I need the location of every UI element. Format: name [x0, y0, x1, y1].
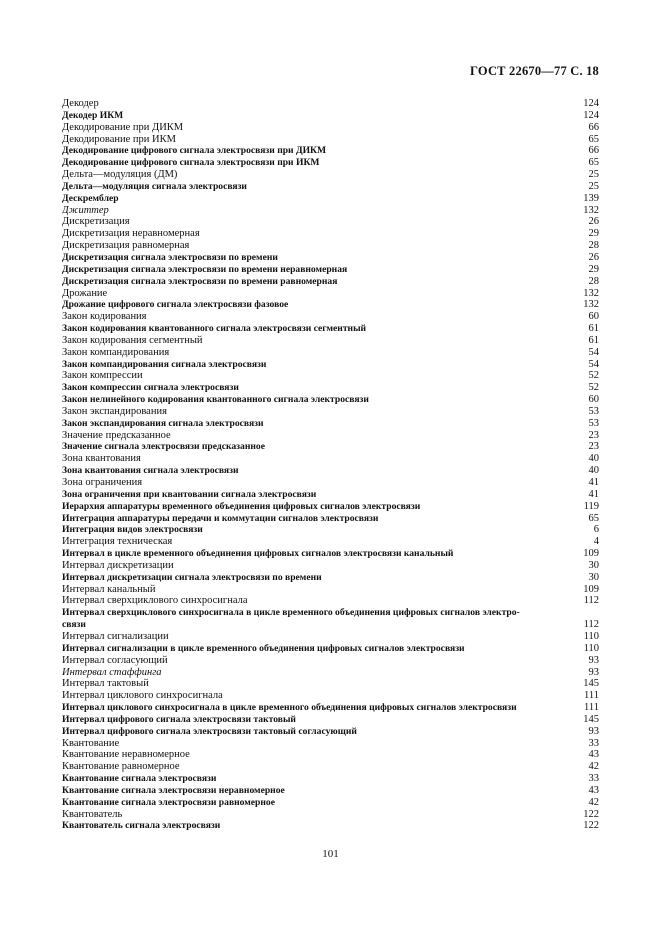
- index-entry: [62, 773, 599, 785]
- index-page-ref: 26: [588, 251, 599, 263]
- index-entry: [62, 359, 599, 371]
- index-term: Интервал дискретизации: [62, 559, 174, 571]
- index-term: Закон компрессии: [62, 370, 143, 382]
- index-term: Закон компрессии сигнала электросвязи: [62, 382, 239, 394]
- index-term: Закон кодирования сегментный: [62, 334, 203, 346]
- index-entry: [62, 216, 599, 228]
- index-term: Дискретизация сигнала электросвязи по времени: [62, 251, 278, 263]
- index-page-ref: 41: [588, 488, 599, 500]
- index-page-ref: 65: [588, 512, 599, 524]
- index-page-ref: 42: [588, 796, 599, 808]
- index-entry: [62, 667, 599, 679]
- index-term: Значение предсказанное: [62, 429, 171, 441]
- index-term: Дельта—модуляция (ДМ): [62, 169, 178, 181]
- index-page-ref: 23: [588, 441, 599, 453]
- index-page-ref: 139: [583, 192, 599, 204]
- index-entry: [62, 489, 599, 501]
- index-page-ref: 53: [588, 405, 599, 417]
- index-page-ref: 66: [588, 145, 599, 157]
- index-entry: [62, 145, 599, 157]
- index-entry: [62, 465, 599, 477]
- index-term: Иерархия аппаратуры временного объединения цифровых сигналов электросвязи: [62, 500, 421, 512]
- page-header: ГОСТ 22670—77 С. 18: [470, 64, 599, 78]
- index-page-ref: 41: [588, 477, 599, 488]
- index-page-ref: 52: [588, 370, 599, 382]
- index-page-ref: 93: [588, 654, 599, 666]
- index-term: Интервал сверхциклового синхросигнала: [62, 595, 248, 607]
- index-entry: [62, 560, 599, 572]
- index-page-ref: 60: [588, 394, 599, 406]
- index-entry: [62, 181, 599, 193]
- index-page-ref: 93: [588, 666, 599, 678]
- index-entry: [62, 477, 599, 489]
- index-page-ref: 145: [583, 713, 599, 725]
- index-entry: [62, 749, 599, 761]
- index-entry: [62, 524, 599, 536]
- index-term: Квантователь сигнала электросвязи: [62, 820, 221, 832]
- index-entry: [62, 299, 599, 311]
- index-term: Интеграция аппаратуры передачи и коммутации сигналов электросвязи: [62, 512, 379, 524]
- index-term: Декодирование цифрового сигнала электросвязи при ДИКМ: [62, 145, 327, 157]
- index-entry: [62, 311, 599, 323]
- index-page-ref: 53: [588, 417, 599, 429]
- index-term: Интервал сигнализации: [62, 630, 169, 642]
- index-page-ref: 60: [588, 311, 599, 323]
- index-page-ref: 65: [588, 133, 599, 145]
- index-page-ref: 40: [588, 465, 599, 477]
- index-page-ref: 65: [588, 157, 599, 169]
- index-entry: [62, 584, 599, 596]
- index-term: Дескремблер: [62, 192, 119, 204]
- index-term: Дрожание: [62, 287, 108, 299]
- index-term: Дискретизация равномерная: [62, 240, 190, 252]
- index-entry: [62, 441, 599, 453]
- index-term: Интервал в цикле временного объединения цифровых сигналов электросвязи канальный: [62, 548, 454, 560]
- index-entry: [62, 820, 599, 832]
- index-page-ref: 122: [583, 820, 599, 832]
- index-entry: [62, 797, 599, 809]
- index-entry: [62, 714, 599, 726]
- index-term: Интервал сверхциклового синхросигнала в цикле временного объединения цифровых сигналов электро- связи: [62, 607, 520, 631]
- index-term: Зона ограничения при квантовании сигнала электросвязи: [62, 488, 317, 500]
- index-term: Интервал сигнализации в цикле временного объединения цифровых сигналов электросвязи: [62, 642, 465, 654]
- index-entry: [62, 264, 599, 276]
- index-page-ref: 23: [588, 429, 599, 441]
- index-term: Дискретизация сигнала электросвязи по времени равномерная: [62, 275, 338, 287]
- index-entry: [62, 157, 599, 169]
- index-term: Квантование равномерное: [62, 761, 180, 773]
- index-term: Дельта—модуляция сигнала электросвязи: [62, 180, 247, 192]
- index-entry: [62, 228, 599, 240]
- index-entry: [62, 809, 599, 821]
- index-term: Значение сигнала электросвязи предсказанное: [62, 441, 265, 453]
- index-term: Интеграция видов электросвязи: [62, 524, 203, 536]
- index-page-ref: 109: [583, 583, 599, 595]
- index-page-ref: 110: [583, 630, 599, 642]
- index-term: Закон нелинейного кодирования квантованного сигнала электросвязи: [62, 394, 369, 406]
- index-entry: [62, 595, 599, 607]
- index-term: Зона квантования сигнала электросвязи: [62, 465, 239, 477]
- index-entry: [62, 382, 599, 394]
- index-page-ref: 66: [588, 121, 599, 133]
- index-term: Декодирование цифрового сигнала электросвязи при ИКМ: [62, 157, 320, 169]
- index-entry: [62, 193, 599, 205]
- index-page-ref: 61: [588, 334, 599, 346]
- index-entry: [62, 738, 599, 750]
- index-page-ref: 111: [584, 690, 599, 702]
- index-entry: [62, 418, 599, 430]
- index-term: Дискретизация сигнала электросвязи по времени неравномерная: [62, 263, 348, 275]
- index-page-ref: 43: [588, 784, 599, 796]
- index-entry: [62, 252, 599, 264]
- index-term: Декодирование при ИКМ: [62, 133, 176, 145]
- index-term: Дискретизация неравномерная: [62, 228, 200, 240]
- index-entry: [62, 631, 599, 643]
- index-entry: [62, 690, 599, 702]
- index-term: Дискретизация: [62, 216, 130, 228]
- index-term: Декодер: [62, 98, 99, 109]
- index-entry: [62, 536, 599, 548]
- index-page-ref: 6: [593, 524, 599, 536]
- index-term: Квантование сигнала электросвязи равномерное: [62, 796, 275, 808]
- index-term: Закон кодирования: [62, 311, 147, 323]
- index-entry: [62, 134, 599, 146]
- index-page-ref: 28: [588, 240, 599, 252]
- index-page-ref: 124: [583, 109, 599, 121]
- index-entry: [62, 726, 599, 738]
- index-page-ref: 43: [588, 749, 599, 761]
- index-term: Интервал тактовый: [62, 678, 149, 690]
- index-entry: [62, 335, 599, 347]
- index-page-ref: 61: [588, 323, 599, 335]
- index-term: Квантование сигнала электросвязи неравномерное: [62, 784, 285, 796]
- index-term: Квантование сигнала электросвязи: [62, 773, 217, 785]
- index-entry: [62, 548, 599, 560]
- index-list: [62, 98, 599, 832]
- index-term: Интеграция техническая: [62, 536, 173, 548]
- index-page-ref: 132: [583, 287, 599, 299]
- index-page-ref: 110: [583, 642, 599, 654]
- index-page-ref: 26: [588, 216, 599, 228]
- index-page-ref: 54: [588, 358, 599, 370]
- index-entry: [62, 785, 599, 797]
- index-page-ref: 112: [583, 595, 599, 607]
- index-term: Декодер ИКМ: [62, 109, 124, 121]
- index-term: Интервал стаффинга: [62, 666, 162, 678]
- index-term: Дрожание цифрового сигнала электросвязи фазовое: [62, 299, 289, 311]
- index-term: Квантование неравномерное: [62, 749, 190, 761]
- index-entry: [62, 655, 599, 667]
- index-page-ref: 33: [588, 737, 599, 749]
- index-entry: [62, 453, 599, 465]
- index-page-ref: 29: [588, 263, 599, 275]
- index-entry: [62, 678, 599, 690]
- index-page-ref: 122: [583, 808, 599, 820]
- index-page-ref: 33: [588, 773, 599, 785]
- index-page-ref: 25: [588, 180, 599, 192]
- index-page-ref: 40: [588, 453, 599, 465]
- index-term: Интервал цифрового сигнала электросвязи тактовый согласующий: [62, 725, 357, 737]
- index-page-ref: 93: [588, 725, 599, 737]
- index-entry: [62, 370, 599, 382]
- index-page-ref: 132: [583, 299, 599, 311]
- index-page-ref: 54: [588, 346, 599, 358]
- index-term: Квантование: [62, 737, 120, 749]
- index-page-ref: 124: [583, 98, 599, 109]
- index-entry: [62, 323, 599, 335]
- index-term: Квантователь: [62, 808, 123, 820]
- index-entry: [62, 761, 599, 773]
- index-page-ref: 145: [583, 678, 599, 690]
- index-term: Закон компандирования: [62, 346, 170, 358]
- index-entry: [62, 98, 599, 110]
- index-entry: [62, 122, 599, 134]
- index-entry: [62, 240, 599, 252]
- index-term: Интервал канальный: [62, 583, 156, 595]
- index-page-ref: 29: [588, 228, 599, 240]
- index-entry: [62, 643, 599, 655]
- index-page-ref: 28: [588, 275, 599, 287]
- index-entry: [62, 607, 599, 631]
- index-entry: [62, 276, 599, 288]
- index-page-ref: 112: [583, 619, 599, 631]
- index-entry: [62, 205, 599, 217]
- index-page-ref: 132: [583, 204, 599, 216]
- index-term: Закон компандирования сигнала электросвязи: [62, 358, 267, 370]
- index-entry: [62, 406, 599, 418]
- page-number: 101: [322, 848, 339, 860]
- index-page-ref: 52: [588, 382, 599, 394]
- index-entry: [62, 572, 599, 584]
- index-page-ref: 42: [588, 761, 599, 773]
- index-page-ref: 25: [588, 169, 599, 181]
- index-entry: [62, 347, 599, 359]
- index-term: Интервал согласующий: [62, 654, 168, 666]
- index-term: Интервал цифрового сигнала электросвязи тактовый: [62, 713, 296, 725]
- index-term: Закон экспандирования: [62, 405, 167, 417]
- index-page-ref: 119: [583, 500, 599, 512]
- index-term: Интервал циклового синхросигнала: [62, 690, 223, 702]
- index-page-ref: 30: [588, 559, 599, 571]
- index-page-ref: 111: [584, 702, 599, 714]
- index-term: Интервал дискретизации сигнала электросвязи по времени: [62, 571, 322, 583]
- index-term: Зона ограничения: [62, 477, 143, 488]
- index-term: Декодирование при ДИКМ: [62, 121, 184, 133]
- index-term: Интервал циклового синхросигнала в цикле временного объединения цифровых сигналов электросвязи: [62, 702, 517, 714]
- index-page-ref: 30: [588, 571, 599, 583]
- index-term: Закон экспандирования сигнала электросвязи: [62, 417, 264, 429]
- index-term: Закон кодирования квантованного сигнала электросвязи сегментный: [62, 323, 367, 335]
- index-entry: [62, 110, 599, 122]
- index-entry: [62, 430, 599, 442]
- index-entry: [62, 513, 599, 525]
- index-entry: [62, 394, 599, 406]
- index-entry: [62, 169, 599, 181]
- index-page-ref: 109: [583, 548, 599, 560]
- index-page-ref: 4: [593, 536, 599, 548]
- index-term: Зона квантования: [62, 453, 141, 465]
- index-entry: [62, 702, 599, 714]
- index-entry: [62, 288, 599, 300]
- index-entry: [62, 501, 599, 513]
- index-term: Джиттер: [62, 204, 109, 216]
